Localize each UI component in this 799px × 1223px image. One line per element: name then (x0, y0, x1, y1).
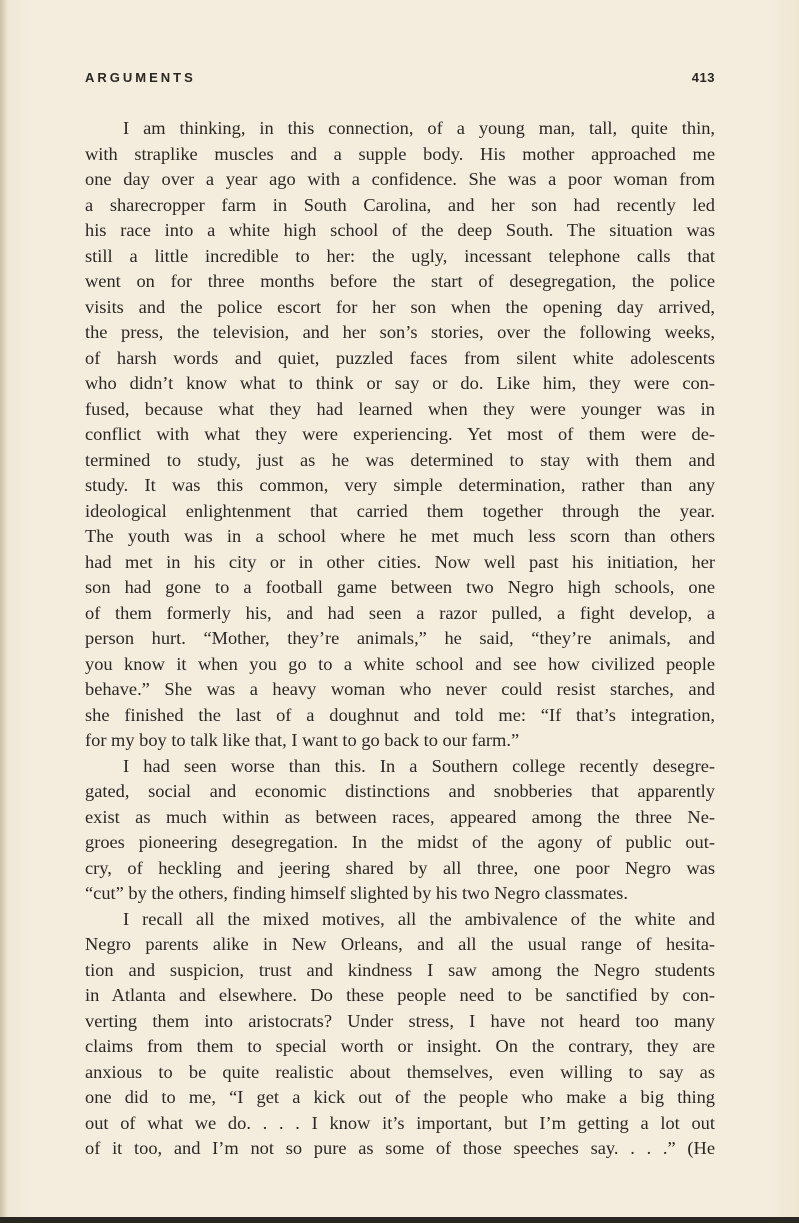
text-line: out of what we do. . . . I know it’s important, but I’m getting a lot out (85, 1112, 715, 1133)
text-line: who didn’t know what to think or say or do. Like him, they were con- (85, 373, 715, 393)
text-line: visits and the police escort for her son when the opening day arrived, (85, 296, 715, 317)
paragraph (85, 116, 715, 754)
text-line: study. It was this common, very simple determination, rather than any (85, 475, 715, 495)
text-line: I recall all the mixed motives, all the ambivalence of the white and (123, 908, 715, 929)
text-line: still a little incredible to her: the ugly, incessant telephone calls that (85, 245, 715, 266)
text-line: conflict with what they were experiencing. Yet most of them were de- (85, 424, 715, 444)
text-line: went on for three months before the start of desegregation, the police (85, 271, 715, 291)
text-line: gated, social and economic distinctions and snobberies that apparently (85, 781, 715, 801)
text-line: exist as much within as between races, appeared among the three Ne- (85, 806, 715, 827)
text-line: a sharecropper farm in South Carolina, and her son had recently led (85, 194, 715, 215)
text-line: of it too, and I’m not so pure as some of those speeches say. . . .” (He (85, 1138, 715, 1158)
text-line: in Atlanta and elsewhere. Do these people need to be sanctified by con- (85, 985, 715, 1005)
text-line: you know it when you go to a white school and see how civilized people (85, 653, 715, 674)
text-line: claims from them to special worth or insight. On the contrary, they are (85, 1036, 715, 1056)
text-line: with straplike muscles and a supple body. His mother approached me (85, 143, 715, 164)
text-line: groes pioneering desegregation. In the midst of the agony of public out- (85, 832, 715, 852)
text-line: she finished the last of a doughnut and told me: “If that’s integration, (85, 704, 715, 725)
text-line: for my boy to talk like that, I want to go back to our farm.” (85, 730, 520, 750)
text-line: of them formerly his, and had seen a razor pulled, a fight develop, a (85, 602, 715, 623)
text-line: “cut” by the others, finding himself slighted by his two Negro classmates. (85, 883, 628, 903)
page-number: 413 (691, 70, 715, 85)
text-line: ideological enlightenment that carried them together through the year. (85, 500, 715, 521)
text-line: son had gone to a football game between two Negro high schools, one (85, 577, 715, 597)
paragraph (85, 754, 715, 907)
text-line: tion and suspicion, trust and kindness I saw among the Negro students (85, 959, 715, 980)
text-line: verting them into aristocrats? Under stress, I have not heard too many (85, 1010, 715, 1031)
text-line: one day over a year ago with a confidence. She was a poor woman from (85, 169, 715, 189)
page-bottom-edge (0, 1217, 799, 1223)
spine-shadow (0, 0, 8, 1223)
text-line: behave.” She was a heavy woman who never could resist starches, and (85, 679, 715, 699)
body-text (85, 116, 715, 1162)
text-line: of harsh words and quiet, puzzled faces from silent white adolescents (85, 347, 715, 368)
text-line: I am thinking, in this connection, of a young man, tall, quite thin, (123, 118, 715, 138)
text-line: one did to me, “I get a kick out of the people who make a big thing (85, 1087, 715, 1107)
text-line: The youth was in a school where he met much less scorn than others (85, 526, 715, 546)
text-line: the press, the television, and her son’s stories, over the following weeks, (85, 322, 715, 342)
text-line: anxious to be quite realistic about themselves, even willing to say as (85, 1061, 715, 1082)
text-line: cry, of heckling and jeering shared by all three, one poor Negro was (85, 857, 715, 878)
text-line: Negro parents alike in New Orleans, and all the usual range of hesita- (85, 934, 715, 954)
text-line: fused, because what they had learned when they were younger was in (85, 398, 715, 419)
text-line: had met in his city or in other cities. Now well past his initiation, her (85, 551, 715, 572)
running-head-title: ARGUMENTS (85, 70, 196, 85)
text-line: termined to study, just as he was determined to stay with them and (85, 449, 715, 470)
text-line: person hurt. “Mother, they’re animals,” he said, “they’re animals, and (85, 628, 715, 648)
paragraph (85, 907, 715, 1162)
running-head (85, 70, 715, 92)
text-line: I had seen worse than this. In a Southern college recently desegre- (123, 755, 715, 776)
text-line: his race into a white high school of the deep South. The situation was (85, 220, 715, 240)
